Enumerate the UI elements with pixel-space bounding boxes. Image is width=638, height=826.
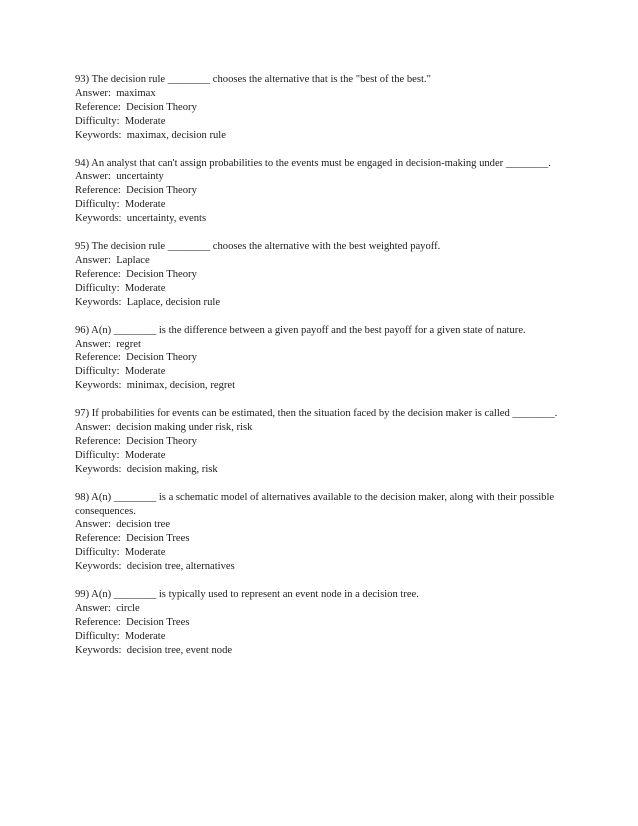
difficulty-line: Difficulty: Moderate [75,547,166,559]
keywords-line: Keywords: Laplace, decision rule [75,296,221,308]
answer-line: Answer: regret [75,338,141,350]
keywords-line: Keywords: decision tree, alternatives [75,561,235,573]
reference-line: Reference: Decision Theory [75,185,197,197]
question-text: 95) The decision rule ________ chooses the alternative with the best weighted payoff. [75,241,441,253]
answer-line: Answer: uncertainty [75,171,164,183]
question-block-95 [75,240,570,310]
answer-line: Answer: maximax [75,87,156,99]
keywords-line: Keywords: minimax, decision, regret [75,380,236,392]
question-block-98 [75,491,570,574]
question-block-96 [75,324,570,394]
difficulty-line: Difficulty: Moderate [75,115,166,127]
question-block-99 [75,588,570,658]
answer-line: Answer: decision tree [75,519,171,531]
answer-line: Answer: decision making under risk, risk [75,422,253,434]
difficulty-line: Difficulty: Moderate [75,449,166,461]
difficulty-line: Difficulty: Moderate [75,630,166,642]
question-text: 93) The decision rule ________ chooses the alternative that is the "best of the best." [75,74,431,85]
question-text: 98) A(n) ________ is a schematic model of alternatives available to the decision maker, along with their possible consequences. [75,491,557,517]
keywords-line: Keywords: uncertainty, events [75,213,207,225]
reference-line: Reference: Decision Trees [75,616,190,628]
question-block-94 [75,157,570,227]
difficulty-line: Difficulty: Moderate [75,366,166,378]
difficulty-line: Difficulty: Moderate [75,199,166,211]
reference-line: Reference: Decision Theory [75,435,197,447]
question-list [75,73,570,672]
keywords-line: Keywords: decision making, risk [75,463,218,475]
reference-line: Reference: Decision Theory [75,101,197,113]
keywords-line: Keywords: decision tree, event node [75,644,233,656]
answer-line: Answer: circle [75,603,140,614]
question-text: 99) A(n) ________ is typically used to represent an event node in a decision tree. [75,589,419,601]
answer-line: Answer: Laplace [75,254,150,266]
keywords-line: Keywords: maximax, decision rule [75,129,226,141]
question-text: 96) A(n) ________ is the difference between a given payoff and the best payoff for a given state of nature. [75,324,526,336]
reference-line: Reference: Decision Theory [75,352,197,364]
question-block-97 [75,407,570,477]
reference-line: Reference: Decision Trees [75,533,190,545]
reference-line: Reference: Decision Theory [75,268,197,280]
difficulty-line: Difficulty: Moderate [75,282,166,294]
question-block-93 [75,73,570,143]
question-text: 94) An analyst that can't assign probabilities to the events must be engaged in decision-making under ________. [75,157,551,169]
question-text: 97) If probabilities for events can be estimated, then the situation faced by the decision maker is called ________. [75,408,558,420]
